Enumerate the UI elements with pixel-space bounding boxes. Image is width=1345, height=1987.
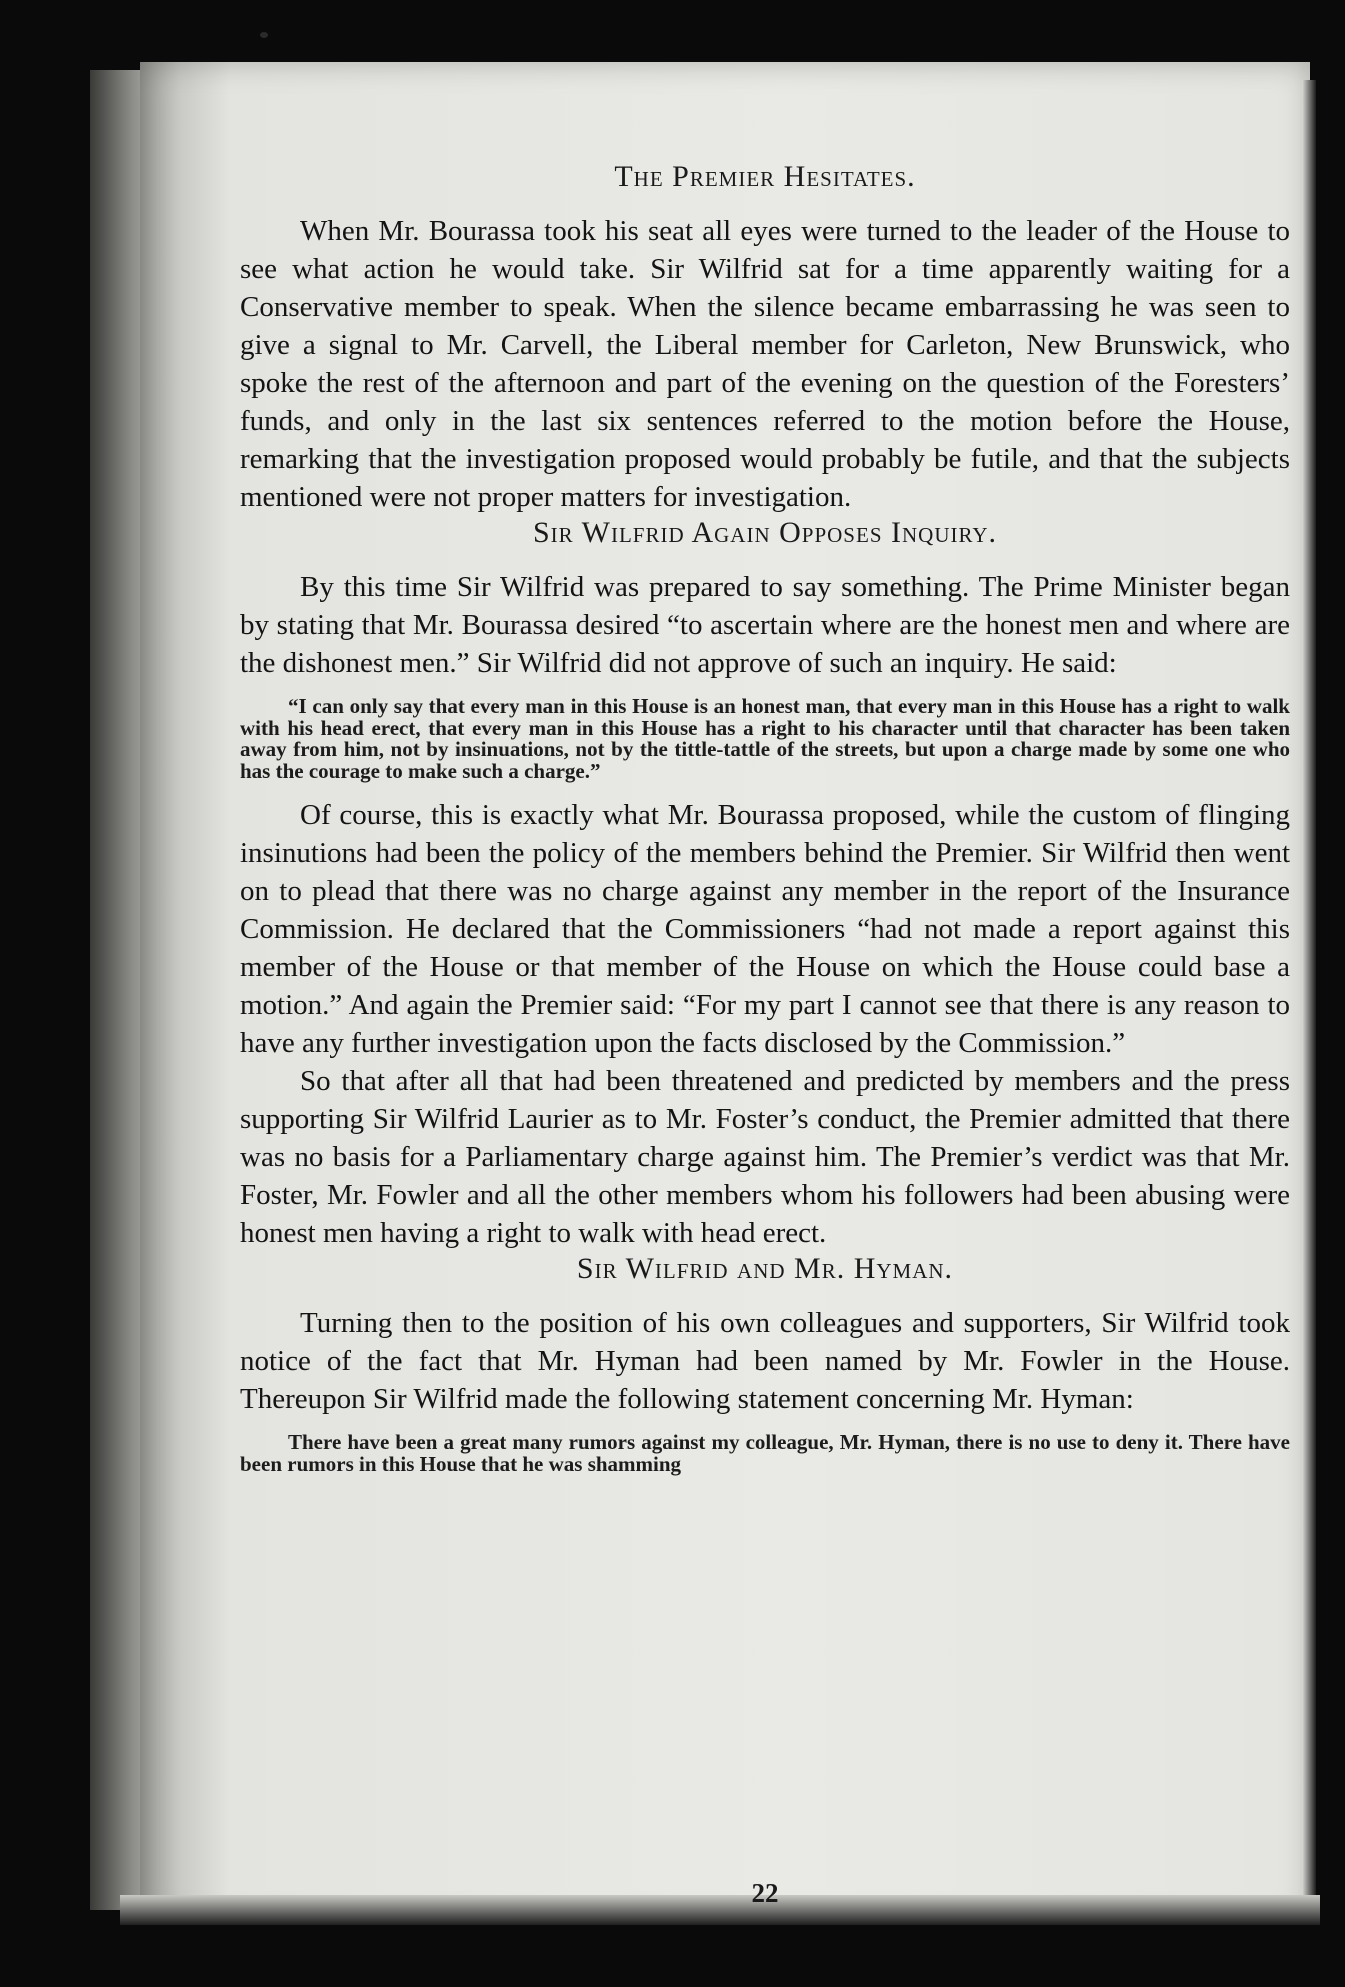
quotation-rumors: There have been a great many rumors against my colleague, Mr. Hyman, there is no use to deny it. There have been rumors in this House that he was shamming xyxy=(240,1430,1290,1476)
dust-speck xyxy=(260,32,268,38)
section-heading-premier-hesitates: The Premier Hesitates. xyxy=(614,160,916,193)
page-right-edge xyxy=(1302,80,1316,1910)
paragraph-bourassa-seat: When Mr. Bourassa took his seat all eyes were turned to the leader of the House to see what action he would take. Sir Wilfrid sat for a time apparently waiting for a Conservative member to speak. When the silence became embarrassing he was seen to give a signal to Mr. Carvell, the Liberal member for Carleton, New Brunswick, who spoke the rest of the afternoon and part of the evening on the question of the Foresters’ funds, and only in the last six sentences referred to the motion before the House, remarking that the investigation proposed would probably be futile, and that the subjects mentioned were not proper matters for investigation. xyxy=(240,215,1290,513)
quotation-honest-man: “I can only say that every man in this House is an honest man, that every man in this House has a right to walk with his head erect, that every man in this House has a right to his character until that character has been taken away from him, not by insinuations, not by the tittle-tattle of the streets, but upon a charge made by some one who has the courage to make such a charge.” xyxy=(240,694,1290,783)
page-number: 22 xyxy=(751,1878,779,1908)
paragraph-of-course: Of course, this is exactly what Mr. Bourassa proposed, while the custom of flinging insinutions had been the policy of the members behind the Premier. Sir Wilfrid then went on to plead that there was no charge against any member in the report of the Insurance Commission. He declared that the Commissioners “had not made a report against this member of the House or that member of the House on which the House could base a motion.” And again the Premier said: “For my part I cannot see that there is any reason to have any further investigation upon the facts disclosed by the Commission.” xyxy=(240,799,1290,1059)
paragraph-turning-then: Turning then to the position of his own colleagues and supporters, Sir Wilfrid took notice of the fact that Mr. Hyman had been named by Mr. Fowler in the House. Thereupon Sir Wilfrid made the following statement concerning Mr. Hyman: xyxy=(240,1307,1290,1415)
paragraph-so-that: So that after all that had been threatened and predicted by members and the press supporting Sir Wilfrid Laurier as to Mr. Foster’s conduct, the Premier admitted that there was no basis for a Parliamentary charge against him. The Premier’s verdict was that Mr. Foster, Mr. Fowler and all the other members whom his followers had been abusing were honest men having a right to walk with head erect. xyxy=(240,1065,1290,1249)
page-text-block xyxy=(240,160,1290,1908)
paragraph-prime-minister-stating: By this time Sir Wilfrid was prepared to say something. The Prime Minister began by stating that Mr. Bourassa desired “to ascertain where are the honest men and where are the dishonest men.” Sir Wilfrid did not approve of such an inquiry. He said: xyxy=(240,571,1290,679)
section-heading-opposes-inquiry: Sir Wilfrid Again Opposes Inquiry. xyxy=(533,516,997,549)
section-heading-wilfrid-hyman: Sir Wilfrid and Mr. Hyman. xyxy=(576,1252,954,1285)
